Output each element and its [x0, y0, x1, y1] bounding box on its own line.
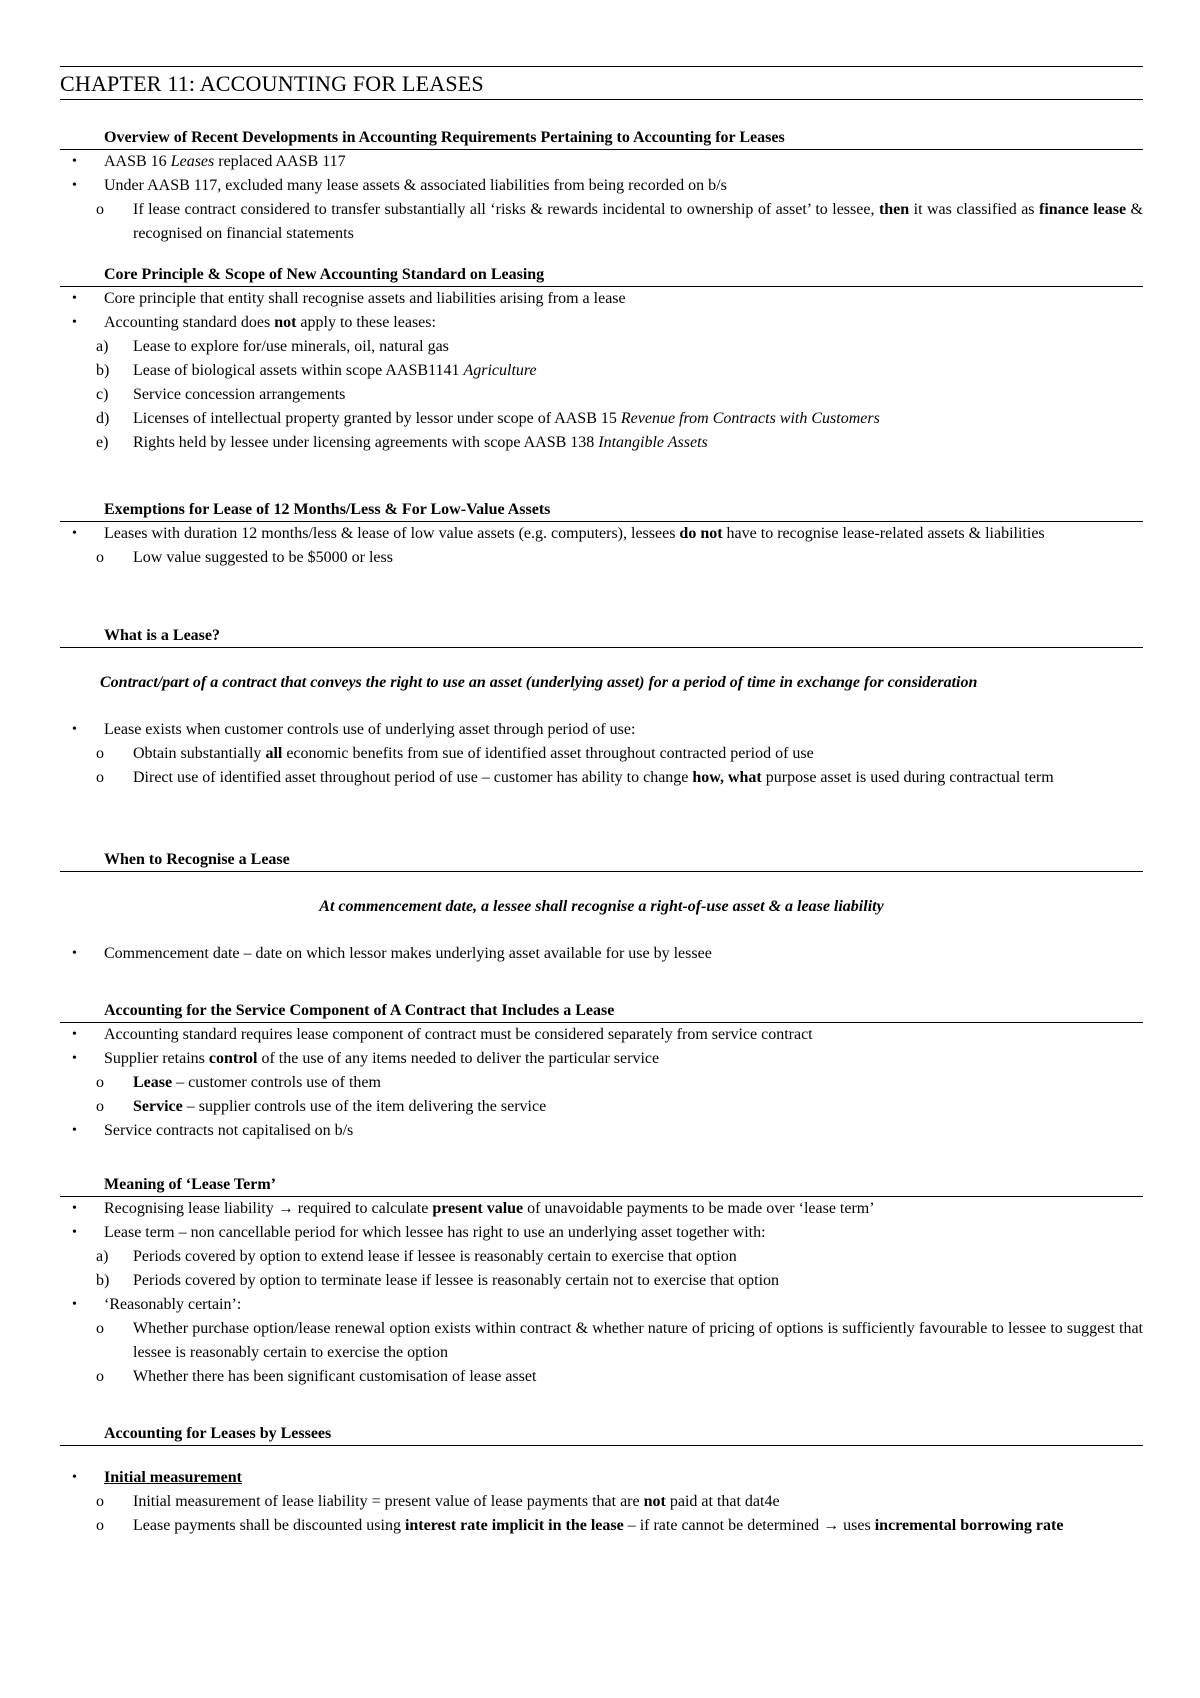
- list-item: c) Service concession arrangements: [96, 386, 346, 403]
- definition-text: At commencement date, a lessee shall recognise a right-of-use asset & a lease liability: [319, 898, 884, 915]
- list-item: d) Licenses of intellectual property granted by lessor under scope of AASB 15 Revenue from Contracts with Customers: [96, 410, 880, 427]
- list-item: o Service – supplier controls use of the item delivering the service: [96, 1098, 547, 1115]
- list-item: • Commencement date – date on which lessor makes underlying asset available for use by lessee: [72, 945, 712, 962]
- list-item: • Service contracts not capitalised on b/s: [72, 1122, 354, 1139]
- list-item: o Obtain substantially all economic benefits from sue of identified asset throughout contracted period of use: [96, 745, 814, 762]
- section-core-principle: [60, 265, 1143, 455]
- list-item: b) Lease of biological assets within scope AASB1141 Agriculture: [96, 362, 537, 379]
- list-item: a) Periods covered by option to extend lease if lessee is reasonably certain to exercise that option: [96, 1248, 737, 1265]
- section-what-is-lease: [60, 626, 1143, 790]
- section-when-to-recognise: [60, 850, 1143, 966]
- list-item: o Low value suggested to be $5000 or less: [96, 549, 393, 566]
- section-heading: Core Principle & Scope of New Accounting Standard on Leasing: [60, 265, 1143, 287]
- section-heading: Accounting for the Service Component of A Contract that Includes a Lease: [60, 1001, 1143, 1023]
- list-item: • Lease exists when customer controls use of underlying asset through period of use:: [72, 721, 636, 738]
- list-item: o Whether there has been significant customisation of lease asset: [96, 1368, 537, 1385]
- section-heading: Exemptions for Lease of 12 Months/Less & For Low-Value Assets: [60, 500, 1143, 522]
- list-item: • Core principle that entity shall recognise assets and liabilities arising from a lease: [72, 290, 626, 307]
- section-heading: Meaning of ‘Lease Term’: [60, 1175, 1143, 1197]
- list-item: • Supplier retains control of the use of any items needed to deliver the particular service: [72, 1050, 660, 1067]
- list-item: • Recognising lease liability → required to calculate present value of unavoidable payments to be made over ‘lease term’: [72, 1200, 875, 1217]
- list-item: • Under AASB 117, excluded many lease assets & associated liabilities from being recorded on b/s: [72, 177, 727, 194]
- list-item: o Whether purchase option/lease renewal option exists within contract & whether nature of pricing of options is sufficiently favourable to lessee to suggest that lessee is reasonably certain to exercise the option: [96, 1320, 1143, 1361]
- list-item: a) Lease to explore for/use minerals, oil, natural gas: [96, 338, 449, 355]
- section-heading: When to Recognise a Lease: [60, 850, 1143, 872]
- list-item: • AASB 16 Leases replaced AASB 117: [72, 153, 346, 170]
- section-heading: Overview of Recent Developments in Accounting Requirements Pertaining to Accounting for Leases: [60, 128, 1143, 150]
- section-service-component: [60, 1001, 1143, 1143]
- list-item: • Lease term – non cancellable period for which lessee has right to use an underlying asset together with:: [72, 1224, 766, 1241]
- list-item: o Lease payments shall be discounted using interest rate implicit in the lease – if rate cannot be determined → uses incremental borrowing rate: [96, 1517, 1064, 1534]
- list-item: b) Periods covered by option to terminate lease if lessee is reasonably certain not to exercise that option: [96, 1272, 780, 1289]
- section-heading: What is a Lease?: [60, 626, 1143, 648]
- list-item: o If lease contract considered to transfer substantially all ‘risks & rewards incidental to ownership of asset’ to lessee, then it was classified as finance lease & recognised on financial statements: [96, 201, 1143, 242]
- section-exemptions: [60, 500, 1143, 570]
- list-item: • ‘Reasonably certain’:: [72, 1296, 242, 1313]
- list-item: o Lease – customer controls use of them: [96, 1074, 381, 1091]
- definition-text: Contract/part of a contract that conveys the right to use an asset (underlying asset) for a period of time in exchange for consideration: [100, 674, 978, 691]
- list-item: • Accounting standard does not apply to these leases:: [72, 314, 436, 331]
- list-item: e) Rights held by lessee under licensing agreements with scope AASB 138 Intangible Assets: [96, 434, 708, 451]
- section-heading: Accounting for Leases by Lessees: [60, 1424, 1143, 1446]
- section-overview: [60, 128, 1143, 246]
- list-item: o Direct use of identified asset throughout period of use – customer has ability to change how, what purpose asset is used during contractual term: [96, 769, 1054, 786]
- list-item: • Leases with duration 12 months/less & lease of low value assets (e.g. computers), lessees do not have to recognise lease-related assets & liabilities: [72, 525, 1045, 542]
- chapter-title: CHAPTER 11: ACCOUNTING FOR LEASES: [60, 66, 1143, 100]
- section-lessee-accounting: [60, 1424, 1143, 1538]
- list-item: • Initial measurement: [72, 1469, 242, 1486]
- section-lease-term: [60, 1175, 1143, 1389]
- list-item: • Accounting standard requires lease component of contract must be considered separately from service contract: [72, 1026, 813, 1043]
- list-item: o Initial measurement of lease liability = present value of lease payments that are not paid at that dat4e: [96, 1493, 780, 1510]
